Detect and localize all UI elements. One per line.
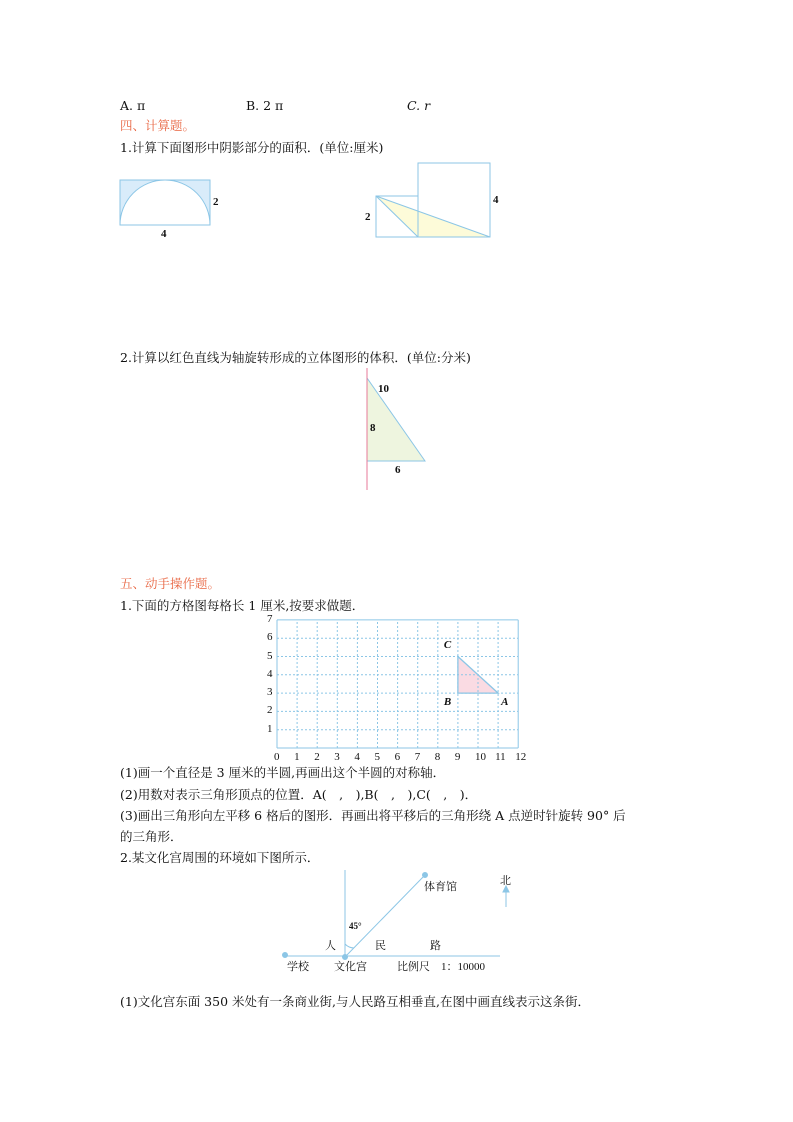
x-tick-label: 11: [495, 751, 506, 763]
road-label: 人: [325, 940, 336, 952]
x-tick-label: 5: [374, 751, 380, 763]
x-tick-label: 8: [434, 751, 441, 763]
y-tick-label: 1: [267, 722, 273, 735]
semicircle-figure: [120, 180, 210, 225]
x-tick-label: 3: [334, 751, 340, 763]
squares-figure: [376, 163, 490, 237]
vertex-label: B: [443, 696, 452, 709]
sub-2: (2)用数对表示三角形顶点的位置．A( , ),B( , ),C( , )．: [120, 787, 478, 802]
y-tick-label: 4: [267, 667, 273, 680]
x-tick-label: 9: [454, 751, 461, 763]
sub-1: (1)画一个直径是 3 厘米的半圆,再画出这个半圆的对称轴．: [120, 765, 446, 780]
x-tick-label: 2: [314, 751, 320, 763]
palace-label: 文化宫: [334, 961, 367, 973]
choice-a: A. π: [120, 98, 146, 113]
map-figure: [283, 870, 510, 960]
dim-label: 2: [213, 196, 219, 208]
school-label: 学校: [287, 961, 309, 973]
choice-b: B. 2 π: [246, 98, 284, 113]
road-label: 民: [375, 940, 386, 952]
road-label: 路: [430, 940, 441, 952]
question-5-1: 1.下面的方格图每格长 1 厘米,按要求做题．: [120, 598, 365, 613]
coordinate-grid: [277, 620, 518, 748]
question-4-2: 2.计算以红色直线为轴旋转形成的立体图形的体积．(单位:分米): [120, 350, 471, 365]
dim-label: 10: [378, 383, 389, 395]
section4-title: 四、计算题。: [120, 118, 196, 133]
x-tick-label: 10: [475, 751, 486, 763]
north-label: 北: [500, 875, 511, 887]
sub-3a: (3)画出三角形向左平移 6 格后的图形．再画出将平移后的三角形绕 A 点逆时针旋转 90° 后: [120, 808, 626, 823]
x-tick-label: 7: [414, 751, 421, 763]
x-tick-label: 6: [394, 751, 401, 763]
dim-label: 4: [493, 194, 499, 206]
y-tick-label: 3: [267, 686, 273, 699]
choice-c: C. r: [407, 98, 431, 113]
vertex-label: C: [443, 638, 452, 651]
scale-label: 比例尺 1：10000: [397, 961, 485, 973]
x-tick-label: 1: [294, 751, 300, 763]
map-gym-label: 体育馆: [424, 881, 457, 893]
y-tick-label: 7: [267, 612, 273, 625]
question-5-2: 2.某文化宫周围的环境如下图所示．: [120, 850, 320, 865]
x-tick-label: 0: [274, 751, 280, 763]
question-5-2-sub1: (1)文化宫东面 350 米处有一条商业街,与人民路互相垂直,在图中画直线表示这条街．: [120, 994, 590, 1009]
question-4-1: 1.计算下面图形中阴影部分的面积．(单位:厘米): [120, 140, 384, 155]
dim-label: 8: [370, 422, 376, 434]
x-tick-label: 12: [515, 751, 527, 763]
y-tick-label: 5: [267, 649, 273, 662]
dim-label: 2: [365, 211, 371, 223]
dim-label: 4: [161, 228, 167, 240]
sub-3b: 的三角形．: [120, 829, 183, 844]
section5-title: 五、动手操作题。: [120, 576, 221, 591]
x-tick-label: 4: [354, 751, 360, 763]
angle-label: 45°: [349, 921, 362, 931]
y-tick-label: 2: [267, 704, 273, 717]
vertex-label: A: [501, 696, 509, 709]
y-tick-label: 6: [267, 631, 273, 644]
dim-label: 6: [395, 464, 401, 476]
